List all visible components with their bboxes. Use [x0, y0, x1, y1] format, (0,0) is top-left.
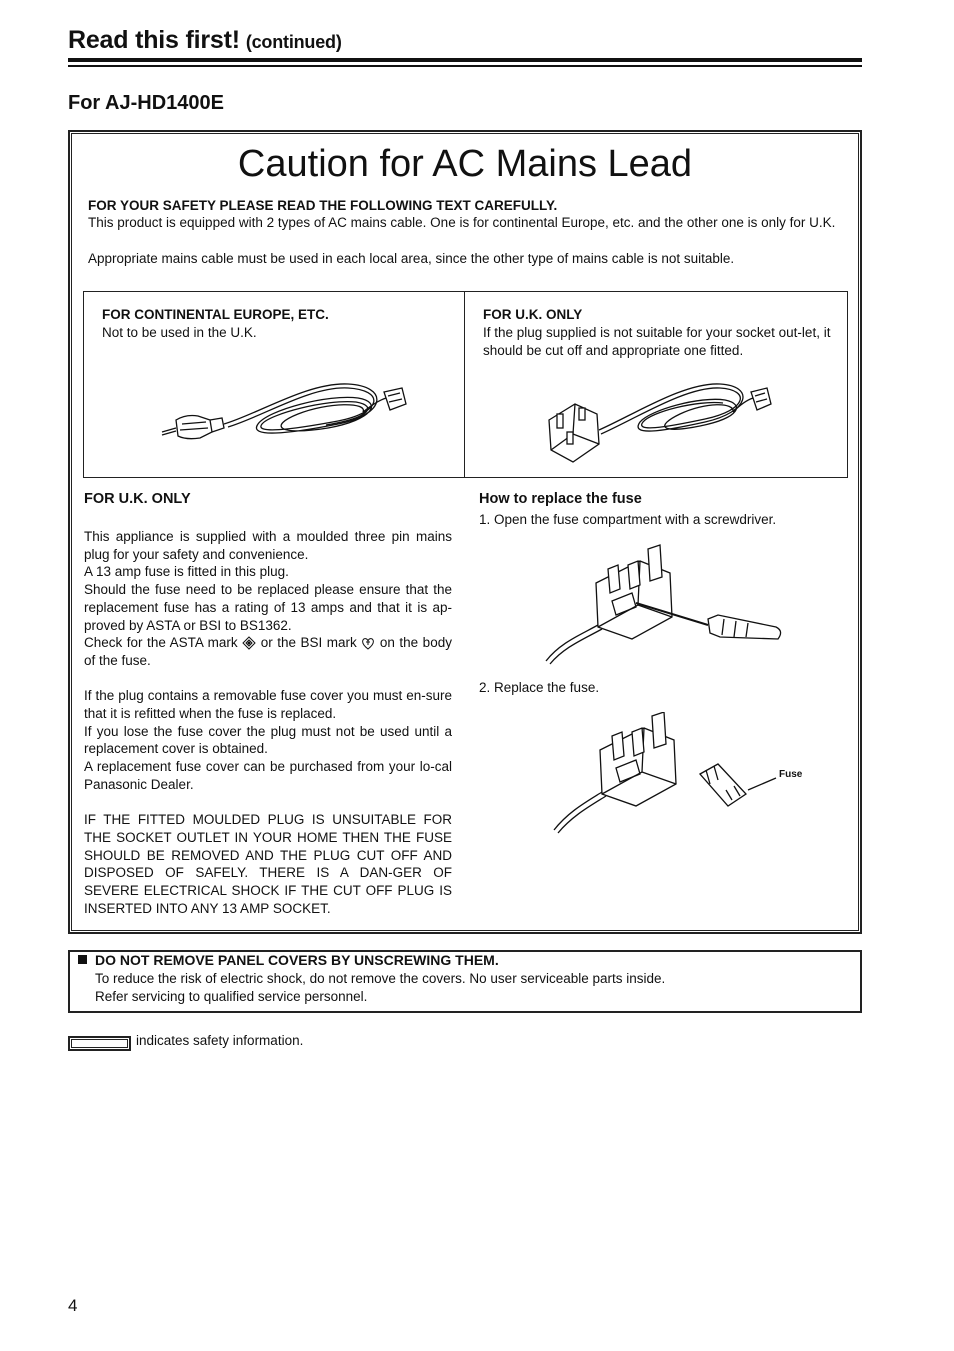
uk-paragraph-1: This appliance is supplied with a moulded three pin mains plug for your safety and convenience. — [84, 529, 452, 562]
uk-plug-cable-illustration — [545, 374, 775, 464]
model-title: For AJ-HD1400E — [68, 92, 224, 114]
fuse-step-1: 1. Open the fuse compartment with a screwdriver. — [479, 512, 777, 527]
uk-paragraph-8: IF THE FITTED MOULDED PLUG IS UNSUITABLE FOR THE SOCKET OUTLET IN YOUR HOME THEN THE FUSE SHOULD BE REMOVED AND THE PLUG CUT OFF AND DISPOSED OF SAFELY. THERE IS A DAN-GER OF SEVERE ELECTRICAL SHOCK IF THE CUT OFF PLUG IS INSERTED INTO ANY 13 AMP SOCKET. — [84, 812, 452, 916]
warning-heading — [78, 952, 499, 968]
uk-p4-part-b: or the BSI mark — [260, 635, 357, 651]
panel-uk-heading: FOR U.K. ONLY — [483, 307, 583, 322]
page-header-title — [68, 26, 342, 55]
uk-only-heading: FOR U.K. ONLY — [84, 491, 191, 507]
caution-title — [0, 143, 930, 186]
uk-only-body — [84, 528, 452, 917]
uk-paragraph-4 — [84, 634, 452, 669]
intro-heading: FOR YOUR SAFETY PLEASE READ THE FOLLOWING TEXT CAREFULLY. — [88, 198, 558, 213]
warning-text — [95, 970, 665, 1006]
fuse-heading: How to replace the fuse — [479, 491, 642, 507]
warning-heading-text: DO NOT REMOVE PANEL COVERS BY UNSCREWING THEM. — [95, 952, 499, 968]
legend-text: indicates safety information. — [136, 1033, 304, 1048]
fuse-step-2: 2. Replace the fuse. — [479, 680, 600, 695]
panel-eu-heading: FOR CONTINENTAL EUROPE, ETC. — [102, 307, 329, 322]
asta-mark-icon — [242, 636, 256, 650]
header-continued: (continued) — [245, 32, 342, 52]
panel-continental-europe — [83, 291, 465, 478]
panel-eu-text: Not to be used in the U.K. — [102, 325, 257, 340]
caution-title-text: Caution for AC Mains Lead — [237, 143, 693, 185]
square-bullet-icon — [78, 955, 87, 964]
fuse-label: Fuse — [779, 769, 803, 780]
header-rule-thin — [68, 65, 862, 67]
header-rule-thick — [68, 58, 862, 62]
panel-uk-only — [465, 291, 848, 478]
panel-uk-text: If the plug supplied is not suitable for your socket out-let, it should be cut off and appropriate one fitted. — [483, 325, 831, 358]
header-title-text: Read this first! — [68, 26, 240, 54]
uk-paragraph-6: If you lose the fuse cover the plug must not be used until a replacement cover is obtained. — [84, 723, 452, 757]
uk-p4-part-c: on the body of the fuse. — [84, 635, 452, 668]
uk-paragraph-5: If the plug contains a removable fuse cover you must en-sure that it is refitted when the fuse is replaced. — [84, 688, 452, 722]
uk-paragraph-7: A replacement fuse cover can be purchased from your lo-cal Panasonic Dealer. — [84, 759, 452, 792]
warning-line-1: To reduce the risk of electric shock, do not remove the covers. No user serviceable parts inside. — [95, 971, 666, 986]
intro-paragraph-2: Appropriate mains cable must be used in each local area, since the other type of mains cable is not suitable. — [88, 251, 735, 266]
warning-line-2: Refer servicing to qualified service personnel. — [95, 989, 368, 1004]
plug-and-fuse-illustration — [550, 712, 803, 837]
uk-p4-part-a: Check for the ASTA mark — [84, 635, 238, 651]
safety-info-box-symbol — [68, 1036, 131, 1051]
bsi-mark-icon — [361, 636, 375, 650]
euro-plug-cable-illustration — [158, 374, 408, 454]
uk-paragraph-3: Should the fuse need to be replaced please ensure that the replacement fuse has a rating of 13 amps and that it is ap-proved by ASTA or BSI to BS1362. — [84, 582, 452, 633]
uk-paragraph-2: A 13 amp fuse is fitted in this plug. — [84, 564, 289, 580]
page-number: 4 — [68, 1296, 78, 1315]
intro-paragraph-1: This product is equipped with 2 types of AC mains cable. One is for continental Europe, etc. and the other one is only for U.K. — [88, 215, 836, 230]
plug-with-screwdriver-illustration — [540, 543, 790, 668]
